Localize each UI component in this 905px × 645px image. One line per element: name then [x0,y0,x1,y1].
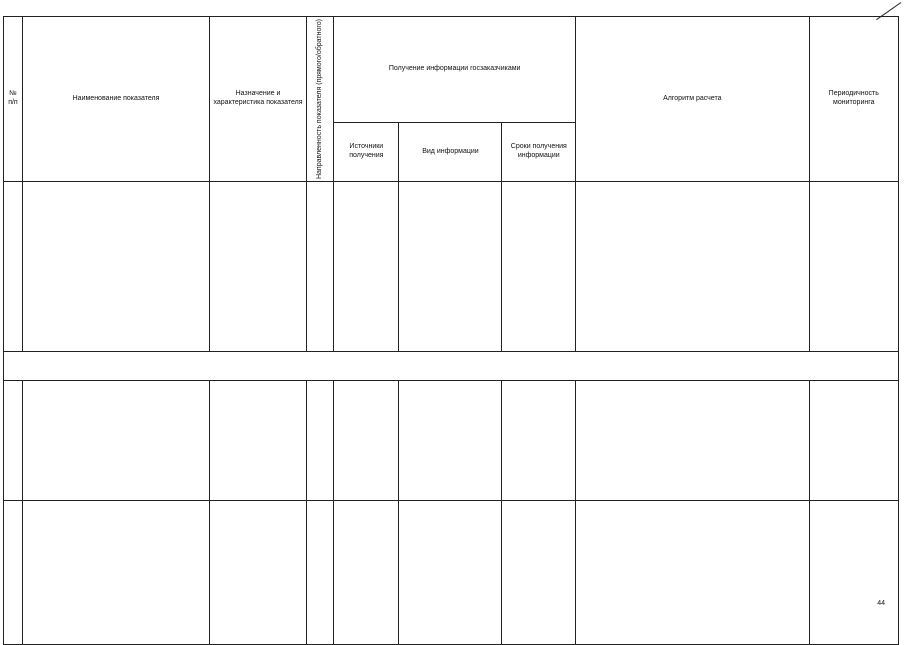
col-direction [306,17,333,182]
table-row [4,381,899,501]
table-row [4,501,899,645]
indicator-table [3,16,899,645]
col-receipt: Получение информации госзаказчиками [334,17,576,123]
table-row [4,182,899,352]
col-kind: Вид информации [399,123,502,182]
section-row [4,352,899,381]
col-direction-label: Направленность показателя (прямого/обратного) [315,19,323,180]
header-row [4,17,899,123]
col-num: № п/п [4,17,23,182]
col-period: Периодичность мониторинга [809,17,898,182]
col-terms: Сроки получения информации [502,123,576,182]
col-sources: Источники получения [334,123,399,182]
col-name: Наименование показателя [22,17,209,182]
col-algorithm: Алгоритм расчета [576,17,809,182]
page-number: 44 [877,600,885,607]
col-purpose: Назначение и характеристика показателя [210,17,307,182]
